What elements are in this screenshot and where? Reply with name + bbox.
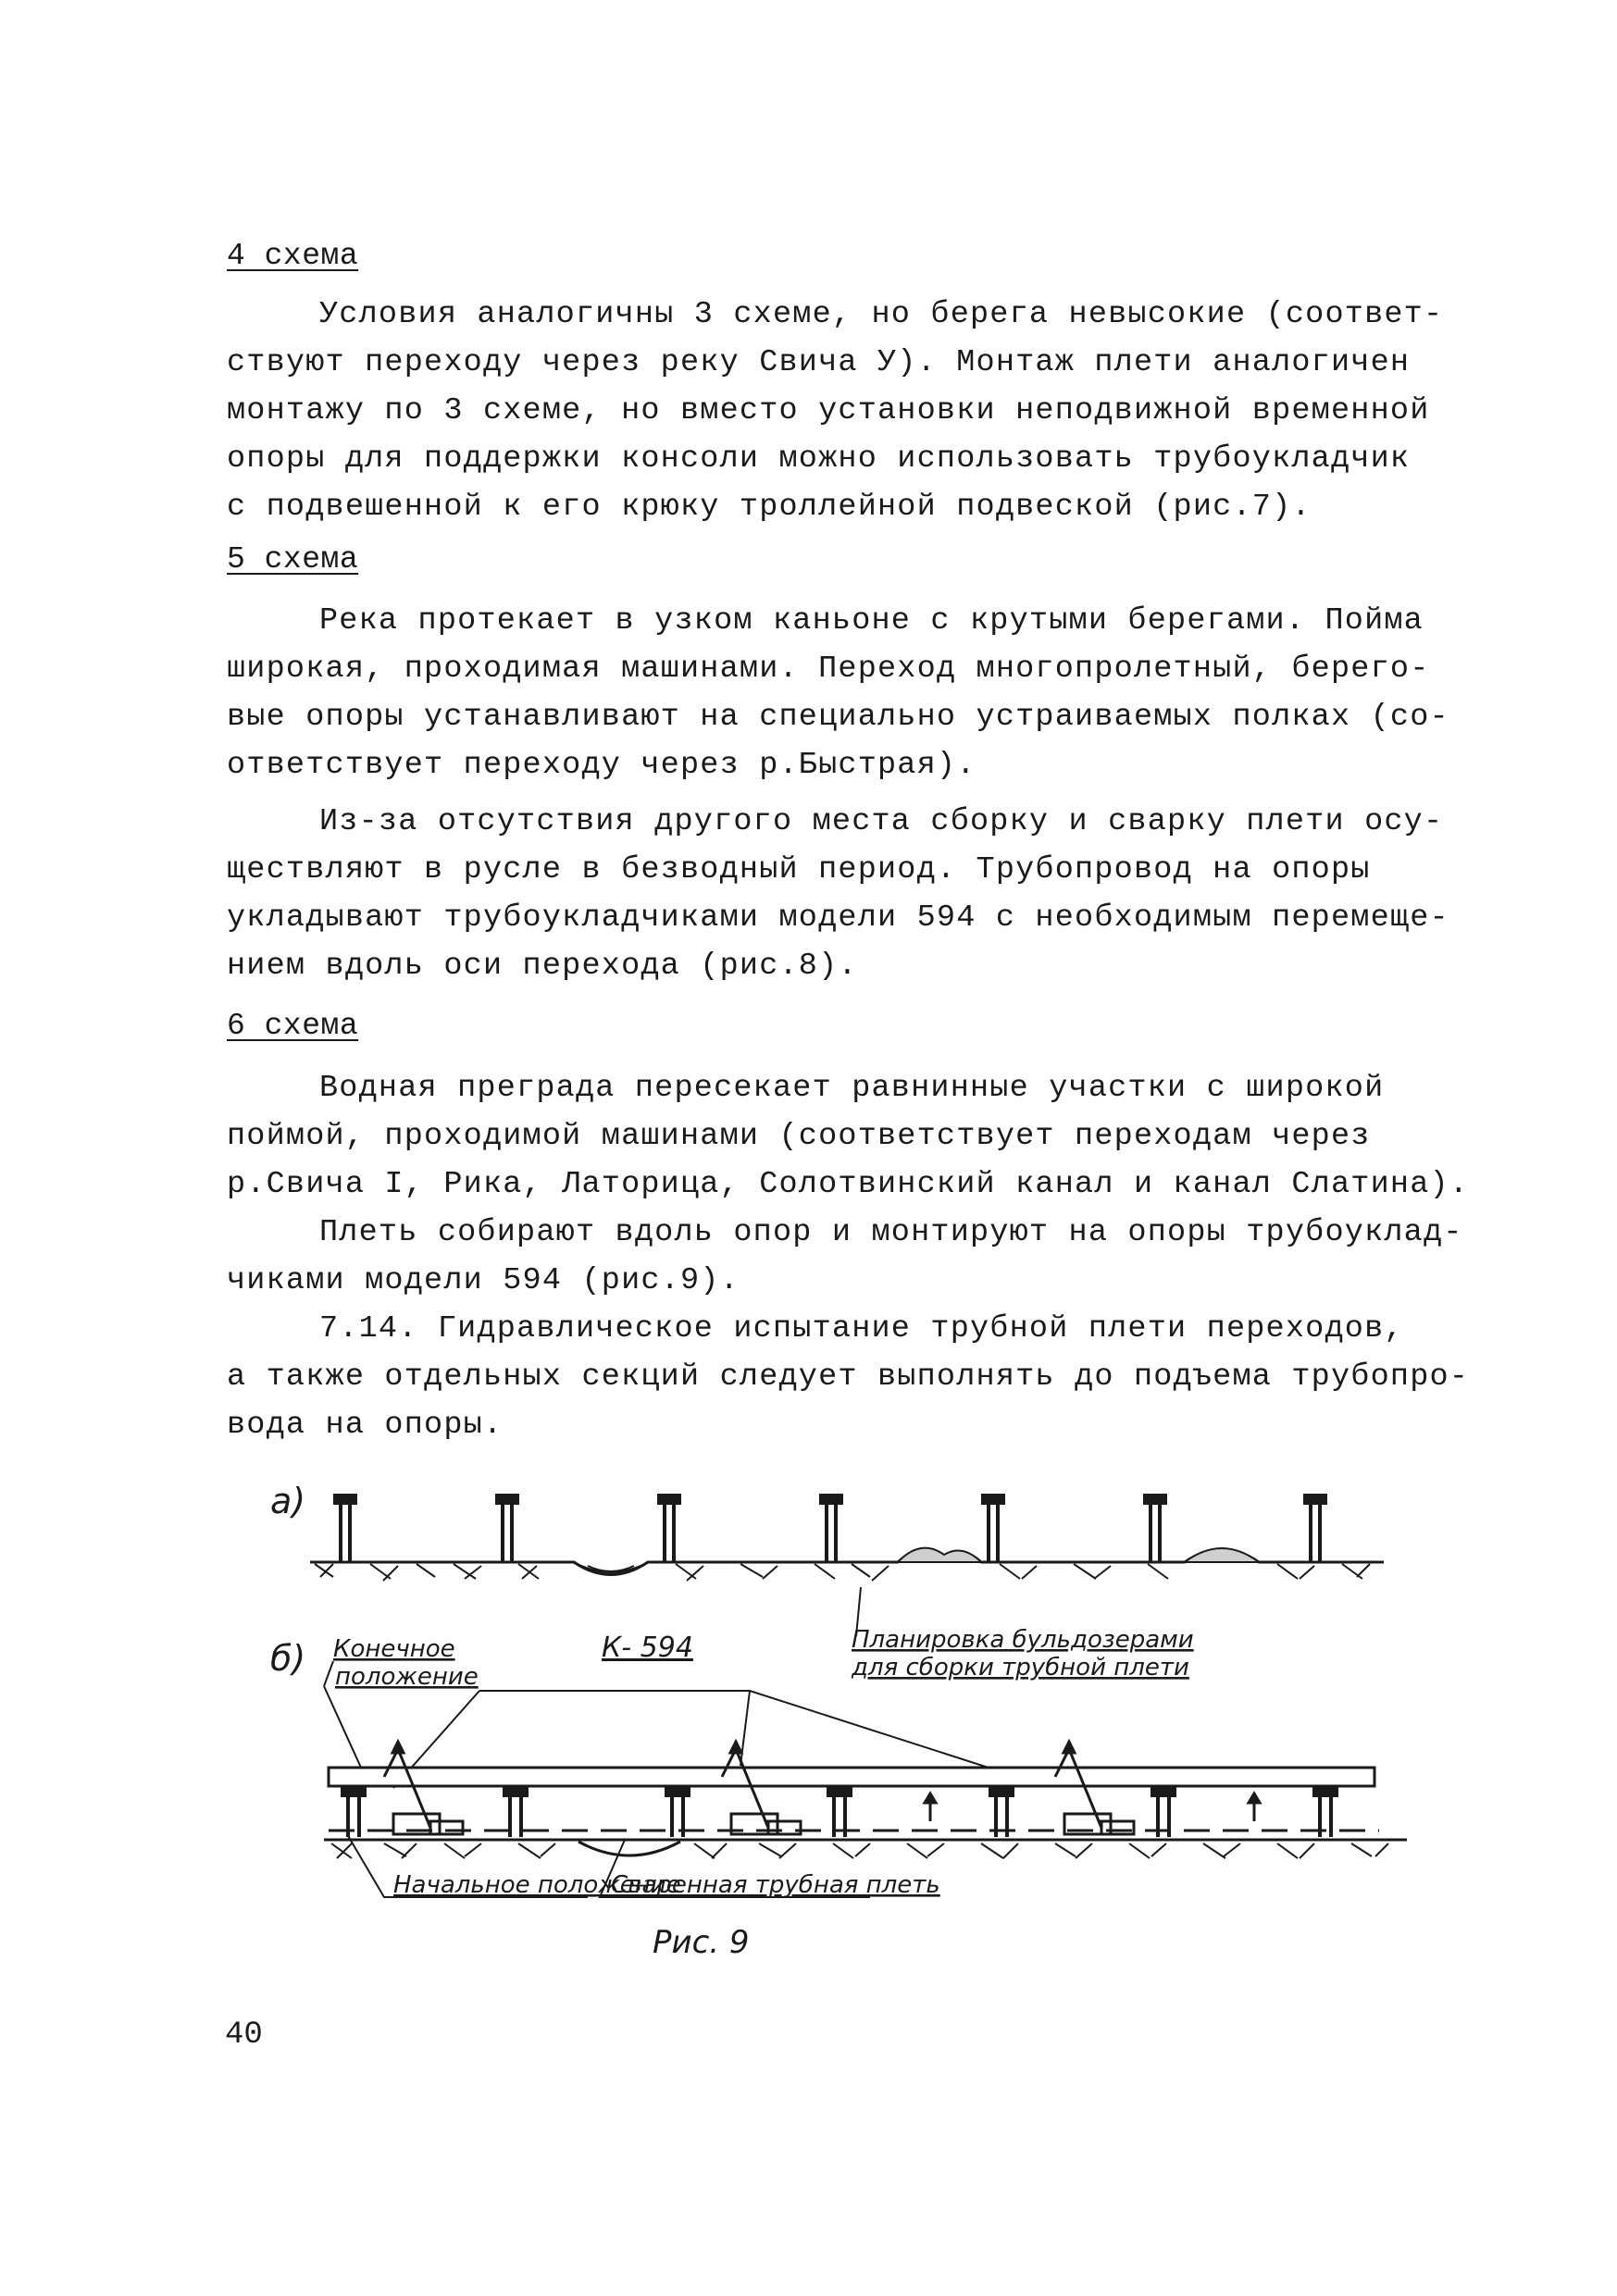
section-heading-4: 4 схема <box>227 239 359 273</box>
section-5-paragraph-1 <box>227 597 1449 789</box>
figure-caption: Рис. 9 <box>653 1924 750 1961</box>
section-4-paragraph <box>227 291 1444 531</box>
support-a4 <box>821 1496 841 1562</box>
text-line: ществляют в русле в безводный период. Трубопровод на опоры <box>227 852 1371 887</box>
text-line: с подвешенной к его крюку троллейной подвеской (рис.7). <box>227 490 1312 525</box>
text-line: широкая, проходимая машинами. Переход многопролетный, берего- <box>227 652 1430 687</box>
support-a2 <box>497 1496 517 1562</box>
pipelayer-3 <box>1055 1742 1134 1834</box>
section-heading-5: 5 схема <box>227 542 359 577</box>
text-line: опоры для поддержки консоли можно использовать трубоукладчик <box>227 441 1411 477</box>
text-line: ответствует переходу через р.Быстрая). <box>227 748 976 783</box>
section-6-paragraph-3 <box>227 1305 1470 1449</box>
text-line: чиками модели 594 (рис.9). <box>227 1263 740 1298</box>
text-line: Из-за отсутствия другого места сборку и сварку плети осу- <box>319 804 1444 839</box>
supports-row-a <box>335 1496 1325 1562</box>
text-line: монтажу по 3 схеме, но вместо установки неподвижной временной <box>227 393 1430 428</box>
callout-initial-position: Начальное положение <box>393 1871 681 1899</box>
text-line: Река протекает в узком каньоне с крутыми берегами. Пойма <box>319 603 1424 639</box>
text-line: Водная преграда пересекает равнинные участки с широкой <box>319 1071 1385 1106</box>
text-line: укладывают трубоукладчиками модели 594 с необходимым перемеще- <box>227 900 1449 936</box>
callout-final-position-line1: Конечное <box>333 1635 455 1663</box>
pipe-string-b <box>329 1768 1374 1786</box>
section-heading-6: 6 схема <box>227 1009 359 1043</box>
ground-hatching-a <box>315 1564 1370 1581</box>
text-line: 7.14. Гидравлическое испытание трубной плети переходов, <box>319 1311 1404 1347</box>
callout-grading-line2: для сборки трубной плети <box>852 1654 1189 1682</box>
text-line: а также отдельных секций следует выполнять до подъема трубопро- <box>227 1359 1470 1395</box>
callout-crane: К- 594 <box>602 1632 693 1664</box>
pipelayer-1 <box>384 1742 463 1834</box>
callout-grading-line1: Планировка бульдозерами <box>852 1626 1194 1654</box>
page-number: 40 <box>225 2017 263 2053</box>
text-line: р.Свича I, Рика, Латорица, Солотвинский канал и канал Слатина). <box>227 1167 1470 1202</box>
text-line: ствуют переходу через реку Свича У). Монтаж плети аналогичен <box>227 345 1411 380</box>
support-a1 <box>335 1496 355 1562</box>
ground-profile-a <box>310 1548 1384 1575</box>
support-a7 <box>1305 1496 1325 1562</box>
callout-welded-string: Сваренная трубная плеть <box>611 1871 940 1899</box>
text-line: поймой, проходимой машинами (соответствует переходам через <box>227 1119 1371 1154</box>
text-line: вые опоры устанавливают на специально устраиваемых полках (со- <box>227 700 1449 735</box>
text-line: вода на опоры. <box>227 1408 504 1443</box>
section-6-paragraph-2 <box>227 1209 1463 1305</box>
text-line: нием вдоль оси перехода (рис.8). <box>227 949 858 984</box>
support-a5 <box>983 1496 1003 1562</box>
callout-final-position-line2: положение <box>335 1663 479 1691</box>
figure-9-diagram <box>259 1471 1416 1990</box>
figure-label-a: а) <box>270 1481 306 1521</box>
support-a3 <box>659 1496 679 1562</box>
support-a6 <box>1145 1496 1165 1562</box>
text-line: Плеть собирают вдоль опор и монтируют на опоры трубоуклад- <box>319 1215 1463 1250</box>
ground-hatching-b <box>331 1843 1388 1858</box>
section-6-paragraph-1 <box>227 1064 1470 1209</box>
section-5-paragraph-2 <box>227 798 1449 990</box>
pipelayer-2 <box>722 1742 801 1834</box>
figure-label-b: б) <box>270 1638 306 1679</box>
text-line: Условия аналогичны 3 схеме, но берега невысокие (соответ- <box>319 297 1444 332</box>
